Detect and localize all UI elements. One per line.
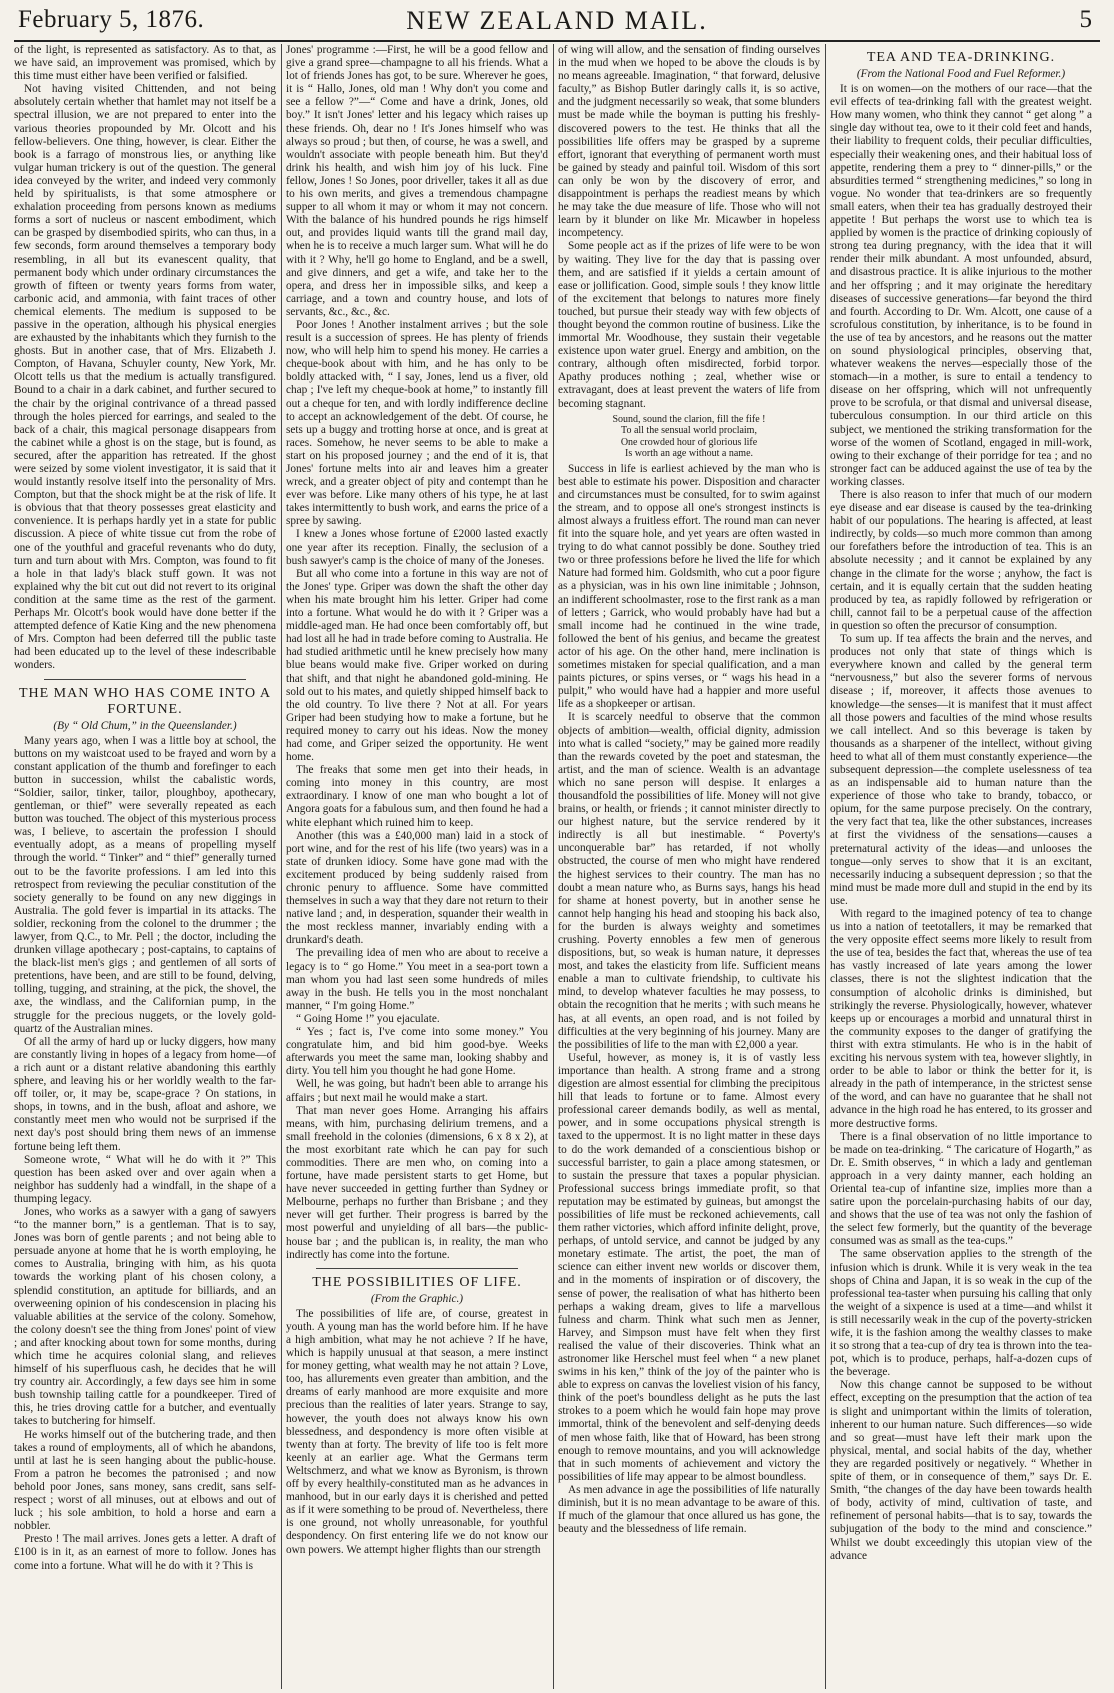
verse-line: One crowded hour of glorious life — [620, 436, 758, 448]
paragraph: Presto ! The mail arrives. Jones gets a letter. A draft of £100 is in it, as an earnest of more to follow. Jones has come into a fortune. What will he do with it ? This is — [14, 1533, 276, 1572]
section-rule — [316, 1268, 518, 1269]
column-1 — [14, 44, 276, 1689]
verse-line: To all the sensual world proclaim, — [621, 425, 757, 437]
paragraph: It is scarcely needful to observe that the common objects of ambition—wealth, official dignity, admission into what is called “society,” may be gained more readily than the rewards coveted by the poet and statesman, the artist, and the man of science. Wealth is an advantage which no sane person will despise. It enlarges a thousandfold the possibilities of life. Money will not give brains, or health, or friends ; it cannot minister directly to our highest nature, but the service rendered by it indirectly is all but inestimable. “ Poverty's unconquerable bar” has retarded, if not wholly obstructed, the course of men who might have rendered the highest services to their country. The man has no doubt a mean nature who, as Burns says, hangs his head for shame at honest poverty, but in another sense he cannot help hanging his head and stooping his back also, for the burden is always weighty and sometimes crushing. Poverty ennobles a few men of generous dispositions, but, so weak is human nature, it depresses most, and takes the elasticity from life. Sufficient means enable a man to cultivate friendship, to cultivate his mind, to develop whatever faculties he may possess, to obtain the recognition that he merits ; with such means he has, at all events, an open road, and is not foiled by difficulties at the very beginning of his journey. Many are the possibilities of life to the man with £2,000 a year. — [558, 711, 820, 1051]
paragraph: The prevailing idea of men who are about to receive a legacy is to “ go Home.” You meet in a sea-port town a man whom you had last seen some hundreds of miles away in the bush. He tells you in the most nonchalant manner, “ I'm going Home.” — [286, 947, 548, 1012]
paragraph: There is a final observation of no little importance to be made on tea-drinking. “ The caricature of Hogarth,” as Dr. E. Smith observes, “ in which a lady and gentleman approach in a very dainty manner, each holding an Oriental tea-cup of infantine size, implies more than a satire upon the porcelain-purchasing habits of our day, and shows that the use of tea was not only the fashion of the select few formerly, but the quantity of the beverage consumed was as small as the tea-cups.” — [830, 1130, 1092, 1248]
issue-date: February 5, 1876. — [18, 6, 205, 33]
masthead — [18, 6, 1096, 42]
article-tea — [830, 50, 1092, 1563]
columns — [14, 44, 1104, 1689]
section-rule — [44, 679, 246, 680]
paragraph: “ Going Home !” you ejaculate. — [296, 1012, 440, 1025]
article-source: (From the Graphic.) — [370, 1292, 464, 1305]
article-man-fortune-continued — [286, 44, 548, 1262]
newspaper-title: NEW ZEALAND MAIL. — [406, 6, 708, 35]
article-heading: THE MAN WHO HAS COME INTO A FORTUNE. — [18, 685, 272, 717]
paragraph: “ Yes ; fact is, I've come into some money.” You congratulate him, and bid him good-bye. Weeks afterwards you meet the same man, looking shabby and dirty. You tell him you thought he had gone Home. — [286, 1026, 548, 1078]
paragraph: of the light, is represented as satisfactory. As to that, as we have said, an improvement was promised, which by this time must either have been verified or falsified. — [14, 44, 276, 83]
article-possibilities — [286, 1275, 548, 1557]
paragraph: He works himself out of the butchering trade, and then takes a round of employments, all of which he abandons, until at last he is seen hanging about the public-house. From a patron he becomes the patronised ; and now behold poor Jones, sans money, sans credit, sans self-respect ; worst of all minuses, out at elbows and out of luck ; his sole ambition, to hold a horse and earn a nobbler. — [14, 1428, 276, 1533]
paragraph: Now this change cannot be supposed to be without effect, excepting on the presumption that the action of tea is slight and unimportant within the limits of toleration, inherent to our human nature. Such differences—so wide and so great—must have left their mark upon the physical, mental, and social habits of the day, whether they are regarded positively or negatively. “ Whether in spite of them, or in consequence of them,” says Dr. E. Smith, “the changes of the day have been towards health of body, activity of mind, cultivation of taste, and refinement of personal habits—that is to say, towards the subjugation of the body to the mind and conscience.” Whilst we doubt exceedingly this utopian view of the advance — [830, 1379, 1092, 1562]
paragraph: Someone wrote, “ What will he do with it ?” This question has been asked over and over again when a neighbor has suddenly had a windfall, in the shape of a thumping legacy. — [14, 1153, 276, 1205]
paragraph: The freaks that some men get into their heads, in coming into money in this country, are most extraordinary. I know of one man who bought a lot of Angora goats for a fabulous sum, and then found he had a white elephant which ruined him to keep. — [286, 764, 548, 829]
paragraph: Not having visited Chittenden, and not being absolutely certain whether that hamlet may not itself be a spectral illusion, we are not prepared to enter into the various theories propounded by Mr. Olcott and his fellow-believers. One thing, however, is clear. Either the book is a farrago of monstrous lies, or anything like vulgar human trickery is out of the question. The general idea conveyed by the writer, and indeed very commonly held by spiritualists, is that some atmosphere or exhalation proceeding from persons known as mediums forms a sort of nucleus or nascent embodiment, which can be grasped by disembodied spirits, who can thus, in a few seconds, form around themselves a temporary body resembling, in all but its evanescent quality, that permanent body which under ordinary circumstances the growth of fifteen or twenty years forms from water, carbonic acid, and ammonia, with faint traces of other chemical elements. The medium is supposed to be passive in the operation, although his physical energies are exhausted by the inhabitants which they furnish to the ghosts. But in another case, that of Mrs. Elizabeth J. Compton, of Havana, Schuyler county, New York, Mr. Olcott tells us that the medium is actually transfigured. Bound to a chair in a dark cabinet, and further secured to the chair by the original contrivance of a thread passed through the holes pierced for earrings, and sealed to the back of a chair, this magical personage disappears from the cabinet while a ghost is on the stage, but is found, as secured, after the apparition has retreated. If the ghost were seized by some violent investigator, it is said that it would instantly resolve itself into the personality of Mrs. Compton, but that the shock might be at the risk of life. It is obvious that that theory possesses great elasticity and convenience. It is perhaps hardly yet in a state for public discussion. A piece of white tissue cut from the robe of one of the youthful and graceful revenants who do duty, turn and turn about with Mrs. Compton, was found to fit a hole in that lady's black stuff gown. It was not explained why the bit cut out did not revert to its original condition at the same time as the rest of the garment. Perhaps Mr. Olcott's book would have done better if the attempted defence of Katie King and the new phenomena of Mrs. Compton had been deferred till the public taste had been educated up to the level of these indescribable wonders. — [14, 83, 276, 672]
page-number: 5 — [1079, 6, 1092, 33]
article-man-fortune — [14, 686, 276, 1573]
paragraph: Many years ago, when I was a little boy at school, the buttons on my waistcoat used to be frayed and worn by a constant application of the thumb and forefinger to each button in succession, whilst the cabalistic words, “Soldier, sailor, tinker, tailor, ploughboy, apothecary, gentleman, or thief” were severally repeated as each button was touched. The object of this mysterious process was, I believe, to ascertain the profession I should eventually adopt, as a means of propelling myself through the world. “ Tinker” and “ thief” generally turned out to be the favorite professions. I am led into this retrospect from reviewing the peculiar constitution of the society generally to be found on any new diggings in Australia. The gold fever is impartial in its attacks. The soldier, reckoning from the colonel to the drummer ; the lawyer, from Q.C., to Mr. Pell ; the doctor, including the drunken village apothecary ; post-captains, to captains of the black-list men's gigs ; and gentlemen of all sorts of pretentions, have been, and are still to be found, delving, tolling, tugging, and straining, at the pick, the shovel, the axe, the windlass, and the Californian pump, in the struggle for the precious nuggets, or the lovely gold-quartz of the Australian mines. — [14, 734, 276, 1035]
paragraph: That man never goes Home. Arranging his affairs means, with him, purchasing delirium tremens, and a small freehold in the colonies (dimensions, 6 x 8 x 2), at the most exorbitant rate which he can pay for such commodities. There are men who, on coming into a fortune, have made persistent starts to get Home, but have never succeeded in getting further than Sydney or Melbourne, perhaps no further than Brisbane ; and they never will get further. Their progress is barred by the most powerful and unyielding of all bars—the public-house bar ; and the publican is, in reality, the man who indirectly has come into the fortune. — [286, 1104, 548, 1261]
column-divider — [553, 44, 554, 1689]
paragraph: With regard to the imagined potency of tea to change us into a nation of teetotallers, it may be remarked that the very opposite effect seems more likely to result from the use of tea, besides the fact that, whereas the use of tea has vastly increased of late years among the lower classes, there is not the slightest indication that the consumption of alcoholic drinks is diminished, but strikingly the reverse. Physiologically, however, whatever keeps up or encourages a morbid and unnatural thirst in the community exposes to the danger of gratifying the thirst with extra stimulants. He who is in the habit of exciting his nervous system with tea, however slightly, in order to be able to labor or think the better for it, is already in the path of intemperance, in the strictest sense of the word, and can have no guarantee that he shall not advance in the high road he has entered, to its grosser and more destructive forms. — [830, 908, 1092, 1130]
article-source: (From the National Food and Fuel Reformer.) — [856, 68, 1066, 80]
column-2 — [286, 44, 548, 1689]
verse-line: Is worth an age without a name. — [624, 448, 754, 460]
article-heading: THE POSSIBILITIES OF LIFE. — [312, 1274, 522, 1290]
paragraph: I knew a Jones whose fortune of £2000 lasted exactly one year after its reception. Finally, the seclusion of a bush sawyer's camp is the choice of many of the Joneses. — [286, 528, 548, 567]
paragraph: But all who come into a fortune in this way are not of the Jones' type. Griper was down the shaft the other day when his mate brought him his letter. Griper had come into a fortune. What would he do with it ? Griper was a middle-aged man. He had once been comfortably off, but had lost all he had in trade before coming to Australia. He had studied arithmetic until he knew precisely how many blue beans would make five. Griper worked on during that shift, and that night he abandoned gold-mining. He sold out to his mates, and quietly shipped himself back to the old country. To live there ? Not at all. For years Griper had been studying how to make a fortune, but he required money to carry out his ideas. Now the money had come, and Griper seized the opportunity. He went home. — [286, 567, 548, 764]
verse-quotation — [558, 414, 820, 460]
masthead-rule — [14, 40, 1100, 42]
paragraph: Poor Jones ! Another instalment arrives ; but the sole result is a succession of sprees. He has plenty of friends now, who will help him to spend his money. He carries a cheque-book about with him, and he has only to be boldly attacked with, “ I say, Jones, lend us a fiver, old chap ; I've left my cheque-book at home,” to instantly fill out a cheque for ten, and with lordly indifference decline to accept an acknowledgement of the debt. Of course, he sets up a buggy and trotting horse at once, and is great at races. Somehow, he never seems to be able to make a start on his proposed journey ; and the end of it is, that Jones' fortune melts into air and leaves him a greater wreck, and a greater object of pity and contempt than he ever was before. Like many others of his type, he at last takes intermittently to bush work, and earns the price of a spree by sawing. — [286, 318, 548, 528]
paragraph: To sum up. If tea affects the brain and the nerves, and produces not only that state of things which is everywhere known and called by the general term “nervousness,” but also the severer forms of nervous disease ; if, moreover, it affects those avenues to knowledge—the senses—it is manifest that it must affect all those powers and faculties of the mind whose results we call intellect. And so this beverage is taken by thousands as a sharpener of the intellect, without giving heed to what all of them must constantly experience—the subsequent depression—the complete uselessness of tea as an indispensable aid to human nature than the experience of those who take to brandy, tobacco, or opium, for the same purpose precisely. On the contrary, the very fact that tea, like the other substances, increases at first the vividness of the sensations—causes a preternatural activity of the ideas—and unlooses the tongue—only serves to show that it is an excitant, necessarily inducing a subsequent depression ; so that the mind must be made more dull and stupid in the end by its use. — [830, 633, 1092, 907]
paragraph: The possibilities of life are, of course, greatest in youth. A young man has the world before him. If he have a high ambition, what may he not achieve ? If he have, which is happily unusual at that season, a mere instinct for money getting, what wealth may he not attain ? Love, too, has allurements even greater than ambition, and the dreams of early manhood are more exquisite and more precious than the realities of later years. Strange to say, however, the youth does not always know his own blessedness, and despondency is more often visible at twenty than at forty. The brevity of life too is felt more keenly at an earlier age. What the Germans term Weltschmerz, and what we know as Byronism, is thrown off by every healthily-constituted man as he advances in manhood, but in our early days it is cherished and petted as if it were something to be proud of. Nevertheless, there is one ground, not wholly unreasonable, for youthful despondency. On first entering life we do not know our own powers. We attempt higher flights than our strength — [286, 1307, 548, 1556]
paragraph: Well, he was going, but hadn't been able to arrange his affairs ; but next mail he would make a start. — [286, 1078, 548, 1104]
paragraph: Some people act as if the prizes of life were to be won by waiting. They live for the day that is passing over them, and are satisfied if it yields a certain amount of ease or jollification. Good, simple souls ! they know little of the excitement that belongs to natures more finely touched, but pursue their steady way with few objects of thought beyond the common routine of business. Like the immortal Mr. Woodhouse, they sustain their vegetable existence upon water gruel. Energy and ambition, on the contrary, although often misdirected, forbid torpor. Apathy produces nothing ; zeal, whether wise or extravagant, does at least prevent the waters of life from becoming stagnant. — [558, 240, 820, 410]
paragraph: Another (this was a £40,000 man) laid in a stock of port wine, and for the rest of his life (two years) was in a state of drunken idiocy. Some have gone mad with the excitement produced by being suddenly raised from chronic penury to affluence. Some have committed themselves in such a way that they dare not return to their native land ; and, in desperation, squander their wealth in the most reckless manner, invariably ending with a drunkard's death. — [286, 829, 548, 947]
column-divider — [281, 44, 282, 1689]
paragraph: Useful, however, as money is, it is of vastly less importance than health. A strong frame and a strong digestion are almost essential for climbing the precipitous hill that leads to fortune or to fame. Almost every professional career demands bodily, as well as mental, power, and in some occupations physical strength is taxed to the uppermost. It is no light matter in these days to do the work demanded of a conscientious bishop or successful barrister, to gain a place among statesmen, or to sustain the pressure that taxes a popular physician. Professional success brings immediate profit, so that reputation may be estimated by guineas, but amongst the possibilities of life must be reckoned achievements, call them rather victories, which afford infinite delight, prove, perhaps, of untold service, and cannot be judged by any monetary estimate. The artist, the poet, the man of science can either invent new worlds or discover them, and in the moments of inspiration or of discovery, the sense of power, the realisation of what has hitherto been perhaps a waking dream, gives to life a marvellous fulness and charm. Think what such men as Jenner, Harvey, and Simpson must have felt when they first realised the value of their discoveries. Think what an astronomer like Herschel must feel when “ a new planet swims in his ken,” think of the joy of the painter who is able to express on canvas the loveliest vision of his fancy, think of the poet's boundless delight as he puts the last strokes to a poem which he would fain hope may prove immortal, think of the benevolent and self-denying deeds of men whose faith, like that of Howard, has been strong enough to remove mountains, and you will acknowledge that in such moments of achievement and victory the possibilities of life may appear to be almost boundless. — [558, 1051, 820, 1483]
paragraph: Of all the army of hard up or lucky diggers, how many are constantly living in hopes of a legacy from home—of a rich aunt or a distant relative abandoning this earthly sphere, and leaving his or her worldly wealth to the far-off toiler, or, it may be, scape-grace ? On stations, in shops, in towns, and in the bush, afloat and ashore, we constantly meet men who would not be surprised if the next day's post should bring them news of an immense fortune being left them. — [14, 1035, 276, 1153]
article-continuation — [14, 44, 276, 673]
paragraph: As men advance in age the possibilities of life naturally diminish, but it is no mean advantage to be aware of this. If much of the glamour that once allured us has gone, the beauty and the blessedness of life remain. — [558, 1483, 820, 1536]
article-source: (By “ Old Chum,” in the Queenslander.) — [53, 719, 237, 732]
column-4 — [830, 44, 1092, 1689]
paragraph: Success in life is earliest achieved by the man who is best able to estimate his power. Disposition and character and circumstances must be consulted, for to swim against the stream, and to oppose all one's strongest instincts is almost always a fruitless effort. The round man can never fit into the square hole, and yet years are often wasted in trying to do what cannot possibly be done. Southey tried two or three professions before he lived the life for which Nature had formed him. Goldsmith, who cut a poor figure as a physician, was in his own line inimitable ; Johnson, an indifferent schoolmaster, rose to the first rank as a man of letters ; Garrick, who would probably have had but a small income had he continued in the wine trade, followed the bent of his genius, and became the greatest actor of his age. On the other hand, mere inclination is sometimes mistaken for special qualification, and a man paints pictures, or spins verses, or “ wags his head in a pulpit,” who would have had a happier and more useful life as a shopkeeper or artisan. — [558, 462, 820, 711]
article-heading: TEA AND TEA-DRINKING. — [866, 50, 1056, 65]
column-3 — [558, 44, 820, 1689]
paragraph: The same observation applies to the strength of the infusion which is drunk. While it is very weak in the tea shops of China and Japan, it is so weak in the cup of the professional tea-taster when pursuing his calling that only the weight of a sixpence is used at a time—and whilst it is still necessarily weak in the cup of the poverty-stricken wife, it is the fashion among the wealthy classes to make it so strong that a tea-cup of dry tea is thrown into the tea-pot, which is to produce, perhaps, half-a-dozen cups of the beverage. — [830, 1248, 1092, 1379]
paragraph: Jones' programme :—First, he will be a good fellow and give a grand spree—champagne to all his friends. What a lot of friends Jones has got, to be sure. Wherever he goes, it is “ Hallo, Jones, old man ! Why don't you come and see a fellow ?”—“ Come and have a drink, Jones, old boy.” It isn't Jones' letter and his legacy which raises up these friends. Oh, dear no ! It's Jones himself who was always so proud ; but then, of course, he was a swell, and wouldn't associate with people beneath him. But they'd drink his health, and wish him joy of his luck. Fine fellow, Jones ! So Jones, poor driveller, takes it all as due to his own merits, and gives a tremendous champagne supper to all whom it may or whom it may not concern. With the balance of his hundred pounds he rigs himself out, and provides liquid wants till the grand mail day, when he is to receive a much larger sum. What will he do with it ? Why, he'll go home to England, and be a swell, and give dinners, and get a wife, and take her to the opera, and dress her in impossible silks, and keep a carriage, and a town and country house, and lots of servants, &c., &c., &c. — [286, 44, 548, 318]
paragraph: of wing will allow, and the sensation of finding ourselves in the mud when we hoped to be above the clouds is by no means agreeable. Imagination, “ that forward, delusive faculty,” as Bishop Butler daringly calls it, is so active, and the judgment necessarily so weak, that some blunders must be made while the boyman is putting his freshly-discovered powers to the test. He thinks that all the possibilities life offers may be grasped by a supreme effort, ignorant that everything of permanent worth must be gained by steady and painful toil. Wisdom of this sort can only be won by the discovery of error, and disappointment is perhaps the readiest means by which he may take the due measure of life. Those who will not learn by it blunder on like Mr. Micawber in hopeless incompetency. — [558, 44, 820, 240]
paragraph: Jones, who works as a sawyer with a gang of sawyers “to the manner born,” is a gentleman. That is to say, Jones was born of gentle parents ; and not being able to persuade anyone at home that he is worth employing, he comes to Australia, bringing with him, as his quota towards the working plant of his chosen colony, a splendid constitution, an aptitude for billiards, and an overweening opinion of his condescension in placing his valuable abilities at the service of the colony. Somehow, the colony doesn't see the thing from Jones' point of view ; and after knocking about town for some months, during which time he acquires colonial slang, and relieves himself of his superfluous cash, he decides that he will try country air. Accordingly, a few days see him in some bush township tailing cattle for a poundkeeper. Tired of this, he tries droving cattle for a butcher, and eventually takes to butchering for himself. — [14, 1205, 276, 1428]
paragraph: There is also reason to infer that much of our modern eye disease and ear disease is caused by the tea-drinking habit of our populations. The hearing is affected, at least indirectly, by colds—so much more common than among our forefathers before the introduction of tea. This is an absolute necessity ; and it cannot be explained by any change in the climate for the worse ; anyhow, the fact is certain, and it is equally certain that the sudden heating produced by tea, as rapidly followed by refrigeration or chill, cannot fail to be a perpetual cause of the affection in question so often the precursor of consumption. — [830, 489, 1092, 632]
column-divider — [825, 44, 826, 1689]
paragraph: It is on women—on the mothers of our race—that the evil effects of tea-drinking fall with the greatest weight. How many women, who think they cannot “ get along ” a single day without tea, owe to it their cold feet and hands, their liability to frequent colds, their peculiar difficulties, especially their weakening ones, and their habitual loss of appetite, rendering them a prey to “ dinner-pills,” or the absurdities termed “ strengthening medicines,” so long in vogue. No wonder that tea-drinkers are so frequently small eaters, when their tea has gradually destroyed their appetite ! But perhaps the worst use to which tea is applied by women is the practice of drinking copiously of strong tea during pregnancy, with the idea that it will render their milk abundant. A most unfounded, absurd, and disastrous practice. It is alike injurious to the mother and her offspring ; and it may originate the hereditary diseases of successive generations—far beyond the third and fourth. According to Dr. Wm. Alcott, one cause of a scrofulous constitution, by inheritance, is to be found in the use of tea by ancestors, and he reasons out the matter on sound physiological principles, observing that, whatever weakens the nerves—especially those of the stomach—in a mother, is sure to entail a tendency to disease on her offspring, which will not unfrequently prove to be scrofula, or that dismal and universal disease, tuberculous consumption. In our third article on this subject, we mentioned the striking transformation for the worse of the women of Scotland, engaged in mill-work, owing to their exchange of their porridge for tea ; and no stronger fact can be adduced against the use of tea by the working classes. — [830, 83, 1092, 488]
verse-line: Sound, sound the clarion, fill the fife ! — [612, 413, 766, 425]
